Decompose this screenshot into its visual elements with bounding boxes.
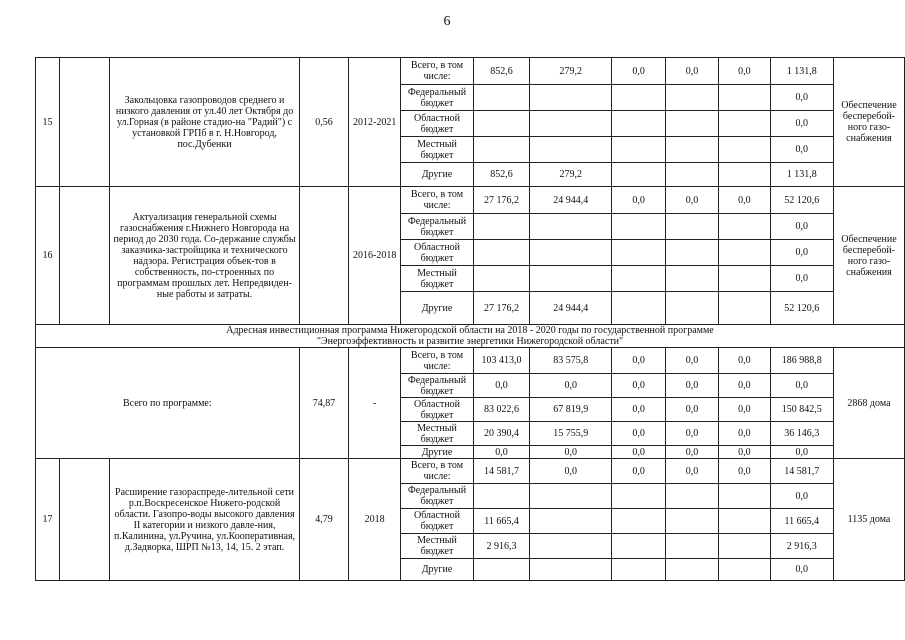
program-total-label: Всего по программе:: [36, 348, 300, 459]
source-total: Всего, в том числе:: [400, 348, 473, 374]
value-cell: 0,0: [719, 459, 771, 484]
value-cell: [473, 214, 529, 240]
source-other: Другие: [400, 559, 473, 581]
value-cell: [530, 85, 612, 111]
value-cell: [530, 111, 612, 137]
value-cell: 0,0: [612, 374, 665, 398]
banner-line-2: "Энергоэффективность и развитие энергетики Нижегородской области": [316, 336, 624, 347]
value-cell: [473, 137, 529, 163]
value-cell: [719, 509, 771, 534]
period: 2018: [349, 459, 401, 581]
source-federal: Федеральный бюджет: [400, 374, 473, 398]
value-cell: 0,0: [665, 459, 718, 484]
value-cell: 0,0: [665, 58, 718, 85]
value-cell: [612, 85, 665, 111]
value-cell-total: 0,0: [770, 85, 833, 111]
value-cell: [665, 214, 718, 240]
value-cell-total: 0,0: [770, 446, 833, 459]
length-km: 0,56: [299, 58, 349, 187]
value-cell: [612, 111, 665, 137]
value-cell: 0,0: [719, 374, 771, 398]
value-cell: [530, 214, 612, 240]
source-regional: Областной бюджет: [400, 240, 473, 266]
blank-cell: [60, 187, 110, 325]
blank-cell: [60, 58, 110, 187]
value-cell: [665, 559, 718, 581]
value-cell-total: 14 581,7: [770, 459, 833, 484]
value-cell: 852,6: [473, 163, 529, 187]
value-cell: 0,0: [665, 446, 718, 459]
value-cell: 0,0: [665, 187, 718, 214]
value-cell: 0,0: [665, 348, 718, 374]
blank-cell: [60, 459, 110, 581]
object-description: Закольцовка газопроводов среднего и низкого давления от ул.40 лет Октября до ул.Горная (в районе стадио-на "Радий") с установкой ГРПб в г. Н.Новгород, пос.Дубенки: [110, 58, 299, 187]
source-total: Всего, в том числе:: [400, 459, 473, 484]
value-cell: 0,0: [530, 446, 612, 459]
banner-line-1: Адресная инвестиционная программа Нижегородской области на 2018 - 2020 годы по государственной программе: [226, 325, 714, 336]
value-cell: 27 176,2: [473, 292, 529, 325]
source-local: Местный бюджет: [400, 137, 473, 163]
value-cell: 0,0: [719, 187, 771, 214]
object-description: Актуализация генеральной схемы газоснабжения г.Нижнего Новгорода на период до 2030 года. Со-держание службы заказчика-застройщика и технического надзора. Регистрация объек-тов в собственность, по-строенных по программам прошлых лет. Непредвиден-ные работы и затраты.: [110, 187, 299, 325]
value-cell: [530, 534, 612, 559]
value-cell-total: 0,0: [770, 137, 833, 163]
value-cell: [719, 292, 771, 325]
value-cell: 0,0: [612, 459, 665, 484]
value-cell: 279,2: [530, 163, 612, 187]
source-other: Другие: [400, 163, 473, 187]
value-cell: [612, 137, 665, 163]
value-cell: [473, 484, 529, 509]
value-cell: 0,0: [530, 374, 612, 398]
value-cell: 0,0: [612, 58, 665, 85]
value-cell-total: 186 988,8: [770, 348, 833, 374]
value-cell: [530, 240, 612, 266]
row-number: 15: [36, 58, 60, 187]
result-note: Обеспечение бесперебой-ного газо-снабжения: [833, 58, 904, 187]
value-cell-total: 52 120,6: [770, 187, 833, 214]
value-cell: 0,0: [665, 422, 718, 446]
value-cell: [719, 484, 771, 509]
period: 2012-2021: [349, 58, 401, 187]
source-total: Всего, в том числе:: [400, 187, 473, 214]
value-cell: [665, 163, 718, 187]
value-cell: [612, 240, 665, 266]
source-other: Другие: [400, 446, 473, 459]
value-cell: 27 176,2: [473, 187, 529, 214]
value-cell: 0,0: [665, 374, 718, 398]
value-cell: 0,0: [473, 374, 529, 398]
value-cell: [612, 266, 665, 292]
source-regional: Областной бюджет: [400, 111, 473, 137]
length-km: 4,79: [299, 459, 349, 581]
value-cell: 0,0: [719, 58, 771, 85]
result-note: 2868 дома: [833, 348, 904, 459]
length-km: [299, 187, 349, 325]
value-cell: [612, 509, 665, 534]
value-cell: 279,2: [530, 58, 612, 85]
value-cell: [719, 85, 771, 111]
value-cell-total: 1 131,8: [770, 58, 833, 85]
value-cell: [719, 214, 771, 240]
value-cell: [719, 163, 771, 187]
value-cell: 83 022,6: [473, 398, 529, 422]
value-cell: [719, 240, 771, 266]
source-local: Местный бюджет: [400, 266, 473, 292]
row-number: 16: [36, 187, 60, 325]
section-banner: [36, 325, 905, 348]
value-cell: [719, 137, 771, 163]
value-cell-total: 0,0: [770, 374, 833, 398]
value-cell: [612, 484, 665, 509]
value-cell: [665, 266, 718, 292]
value-cell: 0,0: [530, 459, 612, 484]
section-banner-row: [36, 325, 905, 348]
source-federal: Федеральный бюджет: [400, 484, 473, 509]
object-description: Расширение газораспреде-лительной сети р.п.Воскресенское Нижего-родской области. Газопро-воды высокого давления II категории и низкого давле-ния, п.Калинина, ул.Ручина, ул.Кооперативная, д.Задворка, ШРП №13, 14, 15. 2 этап.: [110, 459, 299, 581]
source-federal: Федеральный бюджет: [400, 214, 473, 240]
value-cell: 0,0: [612, 446, 665, 459]
table-row: [36, 187, 905, 214]
value-cell-total: 150 842,5: [770, 398, 833, 422]
value-cell: [612, 292, 665, 325]
length-km: 74,87: [299, 348, 349, 459]
value-cell: 852,6: [473, 58, 529, 85]
value-cell-total: 2 916,3: [770, 534, 833, 559]
value-cell: [530, 137, 612, 163]
value-cell: 83 575,8: [530, 348, 612, 374]
value-cell: [530, 559, 612, 581]
value-cell: [719, 266, 771, 292]
value-cell: [665, 484, 718, 509]
row-number: 17: [36, 459, 60, 581]
value-cell: [665, 85, 718, 111]
value-cell: [612, 534, 665, 559]
value-cell-total: 0,0: [770, 214, 833, 240]
value-cell-total: 0,0: [770, 266, 833, 292]
value-cell: 15 755,9: [530, 422, 612, 446]
value-cell: 0,0: [719, 446, 771, 459]
period: -: [349, 348, 401, 459]
value-cell: 0,0: [719, 348, 771, 374]
value-cell: [665, 534, 718, 559]
table-row: [36, 348, 905, 374]
value-cell: [665, 137, 718, 163]
value-cell: [473, 85, 529, 111]
value-cell: [612, 214, 665, 240]
value-cell: 67 819,9: [530, 398, 612, 422]
result-note: 1135 дома: [833, 459, 904, 581]
value-cell: [473, 240, 529, 266]
value-cell-total: 0,0: [770, 111, 833, 137]
value-cell: [530, 484, 612, 509]
value-cell: 0,0: [612, 187, 665, 214]
value-cell: 0,0: [719, 398, 771, 422]
value-cell: 24 944,4: [530, 292, 612, 325]
value-cell: [530, 509, 612, 534]
value-cell: 0,0: [719, 422, 771, 446]
value-cell: [530, 266, 612, 292]
source-regional: Областной бюджет: [400, 509, 473, 534]
value-cell: [665, 240, 718, 266]
value-cell: 0,0: [612, 398, 665, 422]
value-cell: 0,0: [473, 446, 529, 459]
program-table: [35, 57, 905, 581]
value-cell-total: 1 131,8: [770, 163, 833, 187]
source-regional: Областной бюджет: [400, 398, 473, 422]
value-cell: [473, 111, 529, 137]
value-cell-total: 0,0: [770, 240, 833, 266]
value-cell: [719, 111, 771, 137]
value-cell: 0,0: [612, 348, 665, 374]
value-cell: [612, 559, 665, 581]
source-local: Местный бюджет: [400, 534, 473, 559]
value-cell-total: 36 146,3: [770, 422, 833, 446]
value-cell: [665, 509, 718, 534]
value-cell: 0,0: [612, 422, 665, 446]
value-cell: 0,0: [665, 398, 718, 422]
value-cell-total: 11 665,4: [770, 509, 833, 534]
value-cell-total: 0,0: [770, 484, 833, 509]
value-cell: 11 665,4: [473, 509, 529, 534]
source-federal: Федеральный бюджет: [400, 85, 473, 111]
value-cell: [665, 111, 718, 137]
source-total: Всего, в том числе:: [400, 58, 473, 85]
value-cell-total: 52 120,6: [770, 292, 833, 325]
value-cell: [665, 292, 718, 325]
value-cell-total: 0,0: [770, 559, 833, 581]
value-cell: 24 944,4: [530, 187, 612, 214]
value-cell: 103 413,0: [473, 348, 529, 374]
result-note: Обеспечение бесперебой-ного газо-снабжения: [833, 187, 904, 325]
value-cell: 20 390,4: [473, 422, 529, 446]
page-number: 6: [443, 14, 451, 29]
value-cell: [473, 266, 529, 292]
table-row: [36, 58, 905, 85]
table-row: [36, 459, 905, 484]
period: 2016-2018: [349, 187, 401, 325]
source-other: Другие: [400, 292, 473, 325]
value-cell: [719, 559, 771, 581]
value-cell: [473, 559, 529, 581]
value-cell: [719, 534, 771, 559]
value-cell: 2 916,3: [473, 534, 529, 559]
source-local: Местный бюджет: [400, 422, 473, 446]
value-cell: 14 581,7: [473, 459, 529, 484]
value-cell: [612, 163, 665, 187]
